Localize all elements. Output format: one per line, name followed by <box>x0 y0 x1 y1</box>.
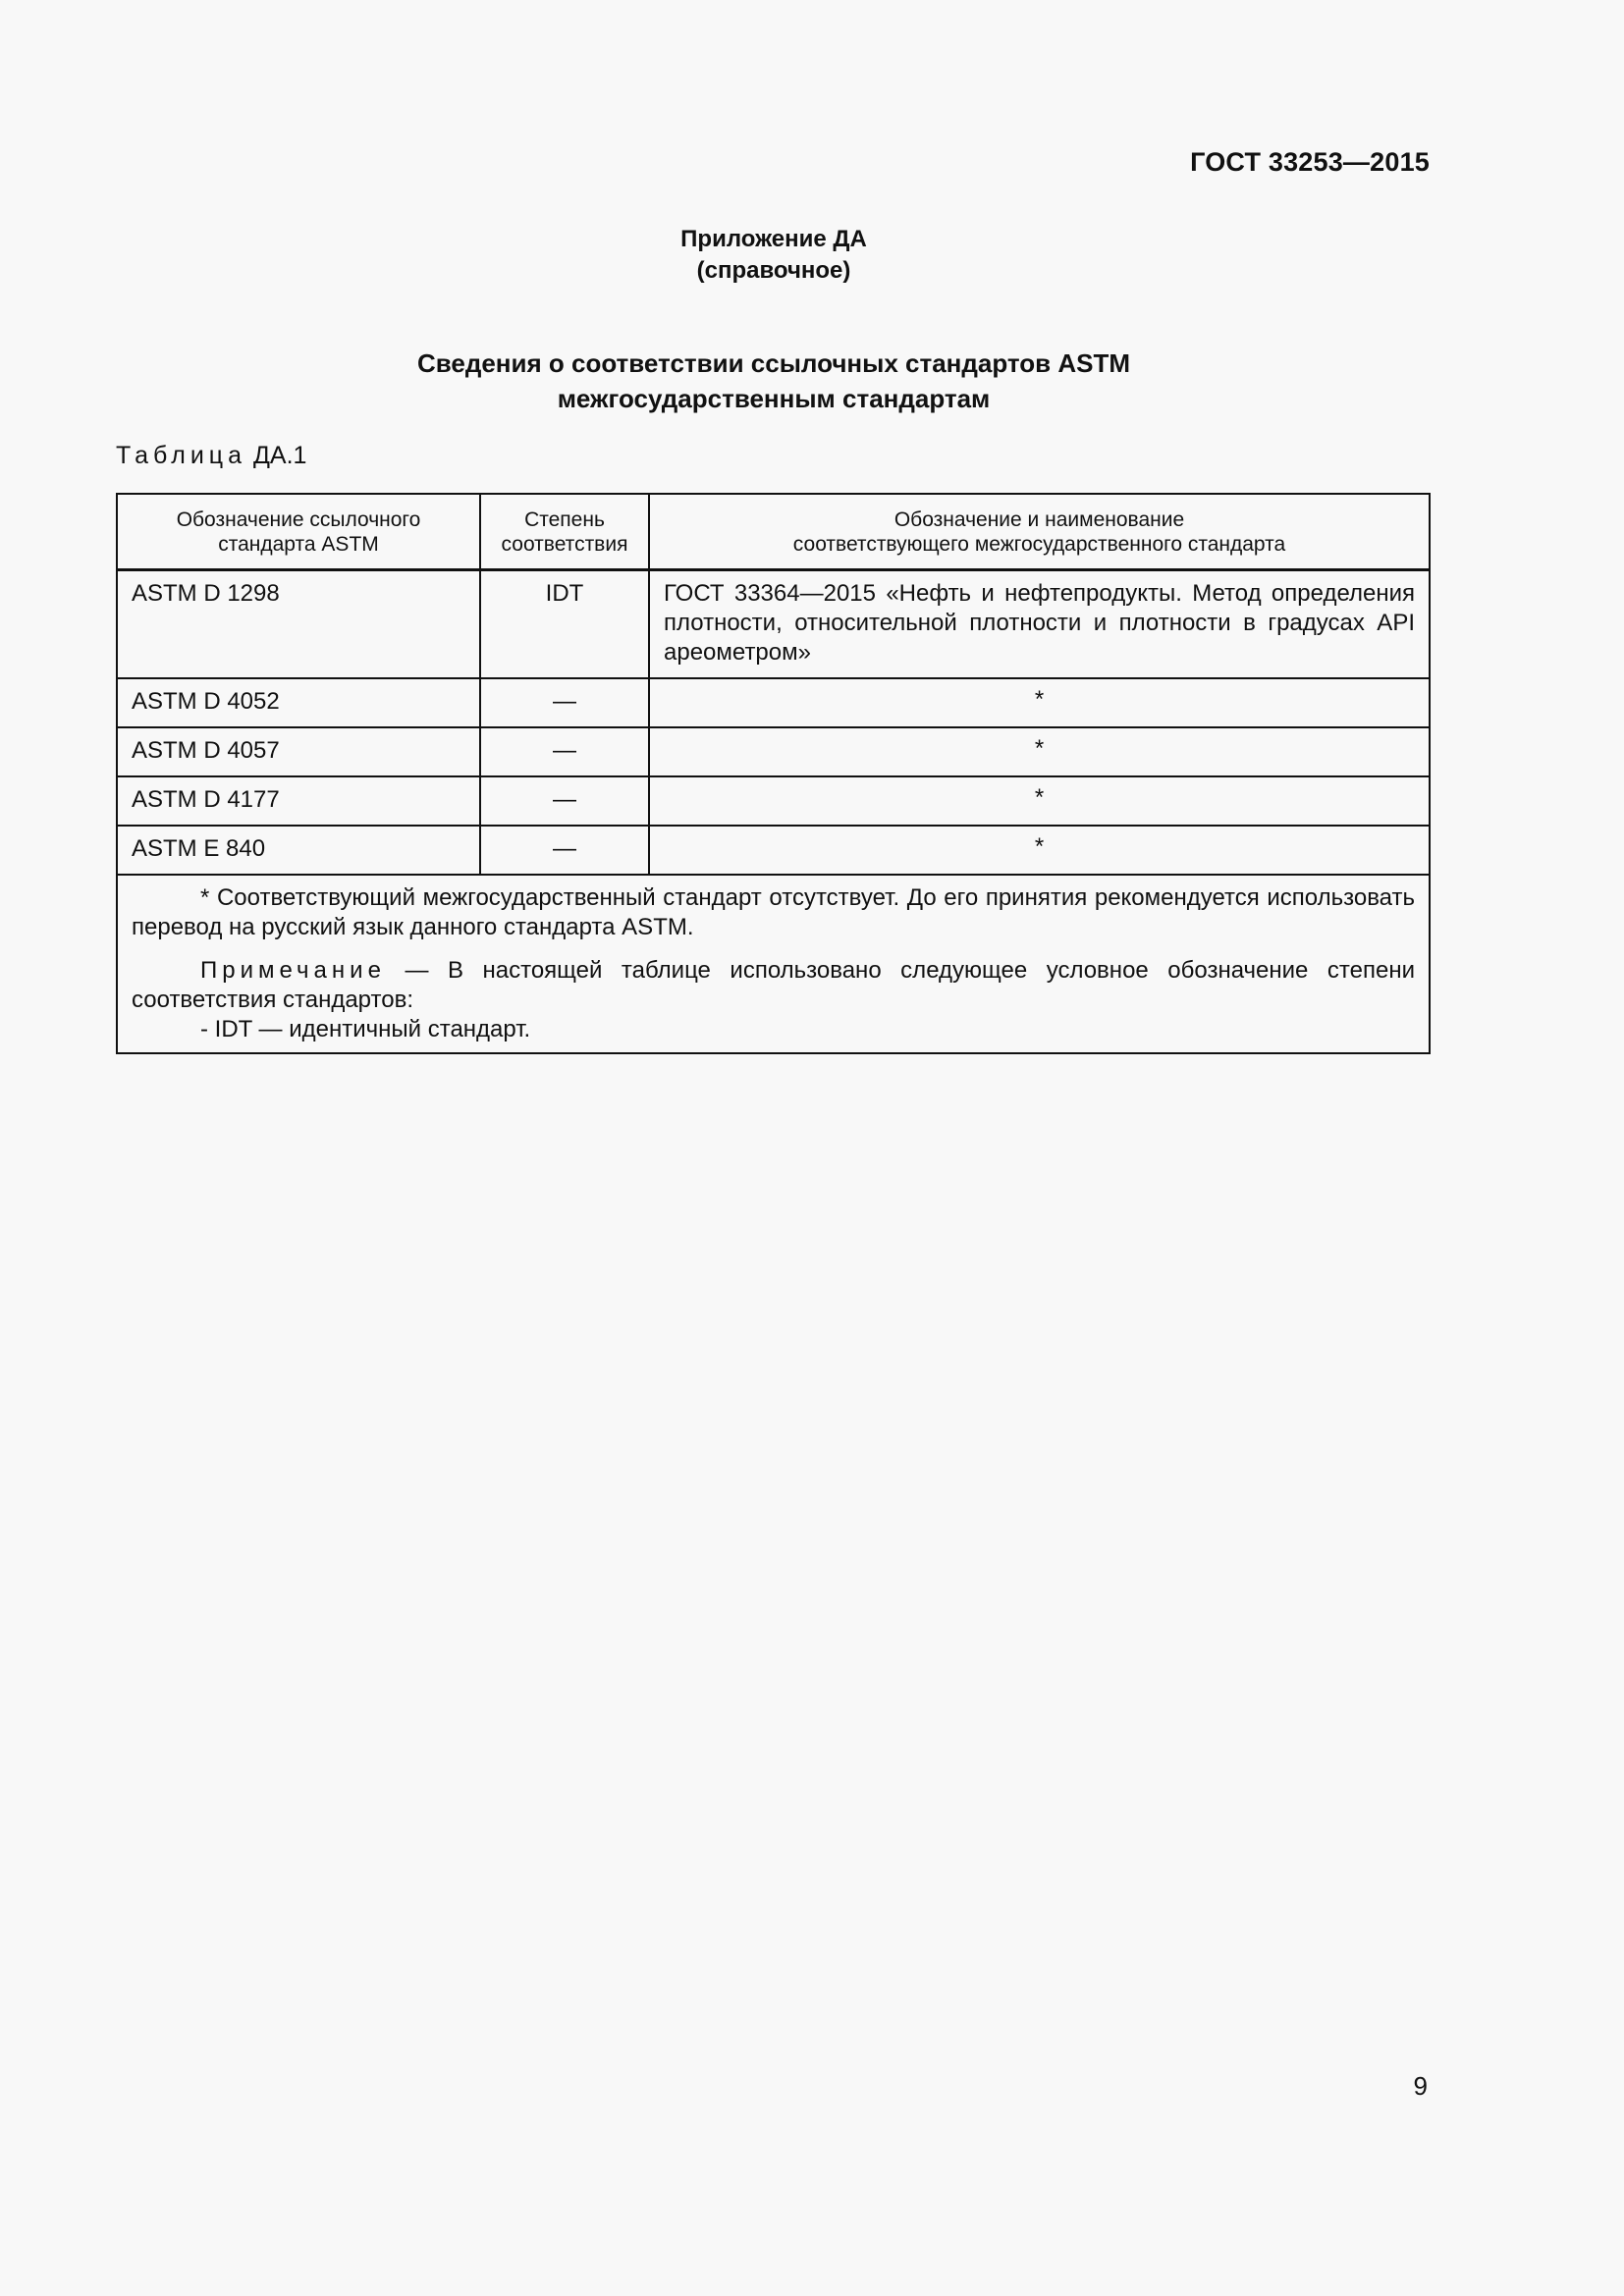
column-header-degree: Степень соответствия <box>480 494 649 570</box>
cell-degree: IDT <box>480 570 649 679</box>
appendix-subtitle: (справочное) <box>696 257 851 284</box>
appendix-heading <box>0 224 1547 287</box>
table-notes-row <box>117 875 1430 1053</box>
table-caption-word: Таблица <box>116 442 247 469</box>
note-item: - IDT — идентичный стандарт. <box>200 1016 531 1042</box>
table-row <box>117 570 1430 679</box>
cell-degree: — <box>480 826 649 875</box>
table-row <box>117 776 1430 826</box>
note-label: Примечание <box>200 957 386 984</box>
cell-degree: — <box>480 776 649 826</box>
cell-astm-code: ASTM D 1298 <box>117 570 480 679</box>
cell-astm-code: ASTM E 840 <box>117 826 480 875</box>
page-number: 9 <box>1413 2071 1428 2101</box>
cell-astm-code: ASTM D 4177 <box>117 776 480 826</box>
table-row <box>117 678 1430 727</box>
table-caption <box>116 442 306 470</box>
column-header-astm: Обозначение ссылочного стандарта ASTM <box>117 494 480 570</box>
cell-degree: — <box>480 678 649 727</box>
section-heading-line2: межгосударственным стандартам <box>557 384 991 413</box>
table-notes <box>117 875 1430 1053</box>
cell-interstate-standard: * <box>649 678 1430 727</box>
cell-interstate-standard: ГОСТ 33364—2015 «Нефть и нефтепродукты. Метод определения плотности, относительной плотности и плотности в градусах API ареометром» <box>649 570 1430 679</box>
cell-interstate-standard: * <box>649 727 1430 776</box>
column-header-interstate: Обозначение и наименование соответствующего межгосударственного стандарта <box>649 494 1430 570</box>
cell-degree: — <box>480 727 649 776</box>
table-row <box>117 727 1430 776</box>
section-heading <box>0 346 1547 416</box>
table-caption-number: ДА.1 <box>252 442 307 469</box>
table-note <box>132 956 1415 1015</box>
cell-astm-code: ASTM D 4057 <box>117 727 480 776</box>
appendix-title: Приложение ДА <box>680 226 867 252</box>
table-header-row <box>117 494 1430 570</box>
cell-astm-code: ASTM D 4052 <box>117 678 480 727</box>
cell-interstate-standard: * <box>649 826 1430 875</box>
note-text: — В настоящей таблице использовано следующее условное обозначение степени соответствия стандартов: <box>132 957 1415 1013</box>
cell-interstate-standard: * <box>649 776 1430 826</box>
table-row <box>117 826 1430 875</box>
table-footnote: * Соответствующий межгосударственный стандарт отсутствует. До его принятия рекомендуется использовать перевод на русский язык данного стандарта ASTM. <box>132 884 1415 940</box>
standards-table <box>116 493 1431 1054</box>
section-heading-line1: Сведения о соответствии ссылочных стандартов ASTM <box>416 348 1131 378</box>
document-code: ГОСТ 33253—2015 <box>1190 147 1430 177</box>
